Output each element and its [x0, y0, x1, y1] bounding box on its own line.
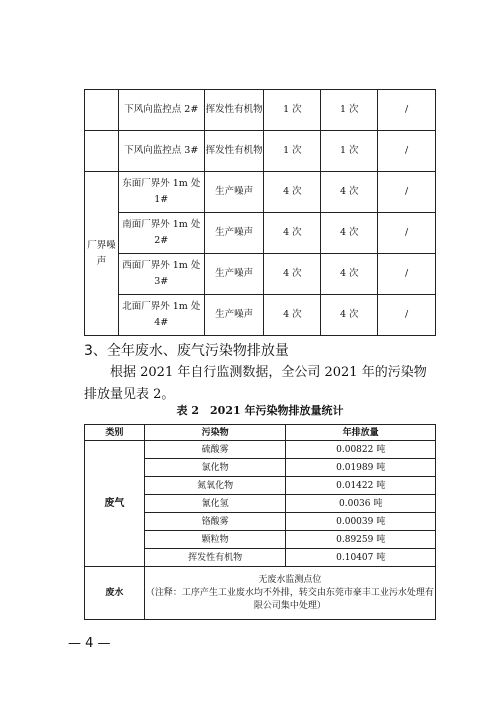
- table-row: [85, 567, 436, 620]
- actual-cell: 4 次: [321, 254, 378, 295]
- page-number: — 4 —: [68, 636, 111, 651]
- monitoring-table: [84, 89, 436, 336]
- header-amount: 年排放量: [286, 425, 436, 441]
- category-cell: [85, 131, 119, 172]
- location-cell: 北面厂界外 1m 处 4#: [118, 295, 204, 336]
- item-cell: 生产噪声: [204, 254, 264, 295]
- location-cell: 下风向监控点 3#: [118, 131, 204, 172]
- water-note-detail: （注释：工序产生工业废水均不外排，转交由东莞市豪丰工业污水处理有限公司集中处理）: [145, 587, 434, 611]
- location-cell: 下风向监控点 2#: [118, 90, 204, 131]
- item-cell: 挥发性有机物: [204, 90, 264, 131]
- pollutant-cell: 氮氧化物: [144, 477, 286, 495]
- pollutant-cell: 氰化氢: [144, 495, 286, 513]
- actual-cell: 1 次: [321, 90, 378, 131]
- remark-cell: /: [378, 213, 436, 254]
- pollutant-cell: 挥发性有机物: [144, 549, 286, 567]
- item-cell: 挥发性有机物: [204, 131, 264, 172]
- table-row: [85, 90, 436, 131]
- table-row: [85, 213, 436, 254]
- amount-cell: 0.01422 吨: [286, 477, 436, 495]
- category-cell: [85, 90, 119, 131]
- pollutant-cell: 硫酸雾: [144, 441, 286, 459]
- water-note-cell: [144, 567, 435, 620]
- table-row: [85, 131, 436, 172]
- amount-cell: 0.0036 吨: [286, 495, 436, 513]
- planned-cell: 4 次: [264, 295, 321, 336]
- gas-category-cell: 废气: [85, 441, 145, 567]
- section-heading: 3、全年废水、废气污染物排放量: [84, 343, 289, 359]
- remark-cell: /: [378, 295, 436, 336]
- item-cell: 生产噪声: [204, 295, 264, 336]
- amount-cell: 0.10407 吨: [286, 549, 436, 567]
- table-row: [85, 441, 436, 459]
- planned-cell: 4 次: [264, 213, 321, 254]
- pollutant-cell: 铬酸雾: [144, 513, 286, 531]
- amount-cell: 0.00039 吨: [286, 513, 436, 531]
- item-cell: 生产噪声: [204, 213, 264, 254]
- table-header-row: [85, 425, 436, 441]
- remark-cell: /: [378, 172, 436, 213]
- header-pollutant: 污染物: [144, 425, 286, 441]
- actual-cell: 1 次: [321, 131, 378, 172]
- planned-cell: 1 次: [264, 131, 321, 172]
- planned-cell: 1 次: [264, 90, 321, 131]
- noise-category-cell: 厂界噪声: [85, 172, 119, 336]
- table-row: [85, 295, 436, 336]
- actual-cell: 4 次: [321, 172, 378, 213]
- remark-cell: /: [378, 90, 436, 131]
- remark-cell: /: [378, 131, 436, 172]
- amount-cell: 0.89259 吨: [286, 531, 436, 549]
- actual-cell: 4 次: [321, 295, 378, 336]
- header-category: 类别: [85, 425, 145, 441]
- pollutant-cell: 氯化物: [144, 459, 286, 477]
- table-row: [85, 254, 436, 295]
- emission-table: [84, 424, 436, 620]
- remark-cell: /: [378, 254, 436, 295]
- planned-cell: 4 次: [264, 254, 321, 295]
- water-note-title: 无废水监测点位: [258, 574, 322, 585]
- location-cell: 南面厂界外 1m 处 2#: [118, 213, 204, 254]
- water-category-cell: 废水: [85, 567, 145, 620]
- pollutant-cell: 颗粒物: [144, 531, 286, 549]
- location-cell: 东面厂界外 1m 处 1#: [118, 172, 204, 213]
- amount-cell: 0.01989 吨: [286, 459, 436, 477]
- table-caption: 表 2 2021 年污染物排放量统计: [176, 404, 344, 417]
- location-cell: 西面厂界外 1m 处 3#: [118, 254, 204, 295]
- planned-cell: 4 次: [264, 172, 321, 213]
- table-row: [85, 172, 436, 213]
- body-paragraph: 根据 2021 年自行监测数据，全公司 2021 年的污染物排放量见表 2。: [84, 365, 427, 402]
- actual-cell: 4 次: [321, 213, 378, 254]
- amount-cell: 0.00822 吨: [286, 441, 436, 459]
- item-cell: 生产噪声: [204, 172, 264, 213]
